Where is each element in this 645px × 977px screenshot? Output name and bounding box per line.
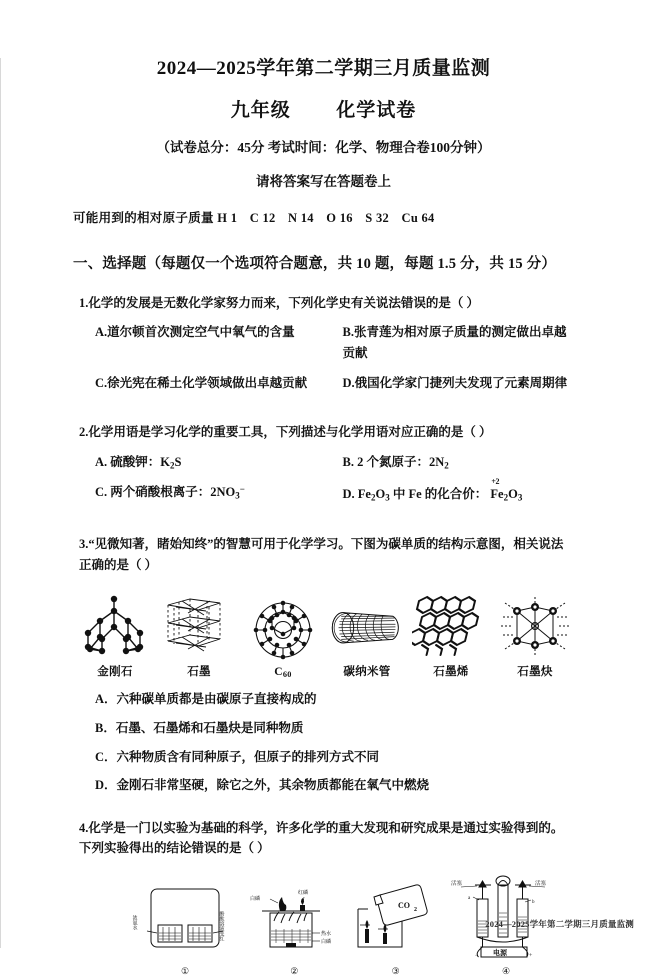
apparatus-4-label-piston-right: 活塞 <box>534 881 546 888</box>
graphyne-structure-icon <box>495 587 575 659</box>
graphene-structure-icon <box>411 587 491 659</box>
question-4 <box>79 818 574 859</box>
question-1-options <box>79 322 574 402</box>
svg-text:2: 2 <box>413 907 417 914</box>
allotrope-graphite-caption: 石墨 <box>187 666 211 679</box>
apparatus-4-label-piston-left: 活塞 <box>450 881 462 888</box>
question-3-options <box>79 689 574 796</box>
atomic-mass-n: N 14 <box>287 210 314 225</box>
question-2-option-c-label: C. 两个硝酸根离子： <box>95 485 211 500</box>
allotrope-graphite <box>159 587 239 679</box>
apparatus-4-label-negative: − <box>474 953 479 960</box>
atomic-mass-c: C 12 <box>249 210 276 225</box>
allotrope-diamond <box>75 587 155 679</box>
carbon-allotropes-figure <box>75 587 575 679</box>
atomic-mass-label: 可能用到的相对原子质量 <box>73 210 214 225</box>
question-2-option-c-formula: $2NO_3^-$ <box>210 484 245 501</box>
question-1-option-c[interactable]: C.徐光宪在稀土化学领域做出卓越贡献 <box>95 375 308 390</box>
apparatus-1-diagram <box>131 881 239 964</box>
graphite-structure-icon <box>159 587 239 659</box>
question-2-option-d-label: D. $Fe_2O_3$ 中 Fe 的化合价： <box>342 487 488 503</box>
question-3-option-b[interactable]: B．石墨、石墨烯和石墨炔是同种物质 <box>95 720 304 735</box>
question-2-option-b[interactable] <box>327 452 575 473</box>
atomic-mass-h: H 1 <box>217 210 238 225</box>
question-2-option-a-label: A. 硫酸钾： <box>95 454 161 469</box>
apparatus-2-label-red-phosphorus: 红磷 <box>298 891 309 897</box>
allotrope-graphyne <box>495 587 575 679</box>
allotrope-nanotube <box>327 587 407 679</box>
apparatus-3-diagram <box>350 881 442 964</box>
allotrope-c60-caption: $C_{60}$ <box>274 666 292 680</box>
question-3-option-c[interactable]: C．六种物质含有同种原子，但原子的排列方式不同 <box>95 749 380 764</box>
allotrope-c60 <box>243 590 323 679</box>
apparatus-1-label-ammonia: 浓氨水 <box>131 915 137 931</box>
answer-notice: 请将答案写在答题卷上 <box>256 173 391 189</box>
apparatus-3 <box>350 881 442 977</box>
apparatus-2 <box>248 881 340 977</box>
atomic-mass-cu: Cu 64 <box>401 210 435 225</box>
apparatus-2-label-white-phosphorus-top: 白磷 <box>250 897 261 903</box>
atomic-mass-o: O 16 <box>326 210 353 225</box>
question-4-stem: 4.化学是一门以实验为基础的科学，许多化学的重大发现和研究成果是通过实验得到的。下列实验得出的结论错误的是（ ） <box>79 820 564 856</box>
exam-page <box>1 58 645 977</box>
question-2-option-b-label: B. 2 个氮原子： <box>342 454 429 469</box>
apparatus-3-label-co2: CO <box>397 901 410 911</box>
question-1 <box>79 293 574 403</box>
question-1-option-b[interactable]: B.张青莲为相对原子质量的测定做出卓越贡献 <box>342 325 567 361</box>
apparatus-4-label-a: a <box>467 896 471 902</box>
atomic-mass-s: S 32 <box>365 210 390 225</box>
subject-label: 化学试卷 <box>336 99 417 121</box>
question-2-option-c[interactable] <box>79 482 327 505</box>
question-3-option-d[interactable]: D．金刚石非常坚硬，除它之外，其余物质都能在氧气中燃烧 <box>95 778 430 793</box>
relative-atomic-mass-line <box>73 208 645 226</box>
atomic-mass-values <box>217 211 443 225</box>
question-2-options <box>79 452 574 514</box>
apparatus-4-label-positive: + <box>528 953 533 960</box>
apparatus-1 <box>131 881 239 977</box>
question-2-option-d[interactable] <box>327 477 575 505</box>
question-2-option-a[interactable] <box>79 452 327 473</box>
allotrope-diamond-caption: 金刚石 <box>97 666 133 679</box>
oxidation-state-value: +2 <box>491 477 499 487</box>
question-3-options-block <box>79 689 574 796</box>
question-1-option-d[interactable]: D.俄国化学家门捷列夫发现了元素周期律 <box>342 375 568 390</box>
apparatus-3-number: ③ <box>391 966 400 977</box>
apparatus-4-label-power-source: 电源 <box>492 949 507 958</box>
question-2-option-b-formula: $2N_2$ <box>428 454 449 471</box>
carbon-nanotube-icon <box>327 587 407 659</box>
question-3-stem: 3.“见微知著，睹始知终”的智慧可用于化学学习。下图为碳单质的结构示意图，相关说法正确的是（ ） <box>79 537 564 572</box>
question-3-option-a[interactable]: A．六种碳单质都是由碳原子直接构成的 <box>95 692 317 707</box>
apparatus-4-number: ④ <box>501 966 511 977</box>
grade-subject-row <box>1 95 645 122</box>
question-2 <box>79 422 574 514</box>
apparatus-1-label-phenolphthalein: 酚酞溶液变红 <box>218 911 224 942</box>
grade-label: 九年级 <box>230 99 291 121</box>
diamond-structure-icon <box>75 587 155 659</box>
question-3 <box>79 534 574 575</box>
apparatus-4-label-b: b <box>531 900 535 906</box>
apparatus-1-number: ① <box>180 966 190 977</box>
exam-meta: （试卷总分：45分 考试时间：化学、物理合卷100分钟） <box>156 139 491 155</box>
question-2-stem: 2.化学用语是学习化学的重要工具，下列描述与化学用语对应正确的是（ ） <box>79 425 492 440</box>
page-title: 2024—2025学年第二学期三月质量监测 <box>156 58 491 79</box>
question-2-option-a-formula: $K_2S$ <box>160 454 182 471</box>
c60-structure-icon <box>243 590 323 662</box>
allotrope-graphyne-caption: 石墨炔 <box>517 666 553 679</box>
question-1-stem: 1.化学的发展是无数化学家努力而来，下列化学史有关说法错误的是（ ） <box>79 295 480 310</box>
apparatus-2-diagram <box>248 881 340 964</box>
page-footer: 2024—2025学年第二学期三月质量监测 <box>485 919 634 929</box>
allotrope-graphene-caption: 石墨烯 <box>433 666 469 679</box>
allotrope-nanotube-caption: 碳纳米管 <box>343 666 391 679</box>
question-2-option-d-formula: +2 $Fe_2O_3$ <box>490 477 523 503</box>
apparatus-2-label-white-phosphorus-bottom: 白磷 <box>321 940 332 946</box>
section-heading-multiple-choice: 一、选择题（每题仅一个选项符合题意，共 10 题，每题 1.5 分，共 15 分） <box>73 255 557 272</box>
apparatus-2-number: ② <box>290 966 299 977</box>
question-1-option-a[interactable]: A.道尔顿首次测定空气中氧气的含量 <box>95 325 295 340</box>
apparatus-2-label-hot-water: 热水 <box>321 932 332 938</box>
allotrope-graphene <box>411 587 491 679</box>
